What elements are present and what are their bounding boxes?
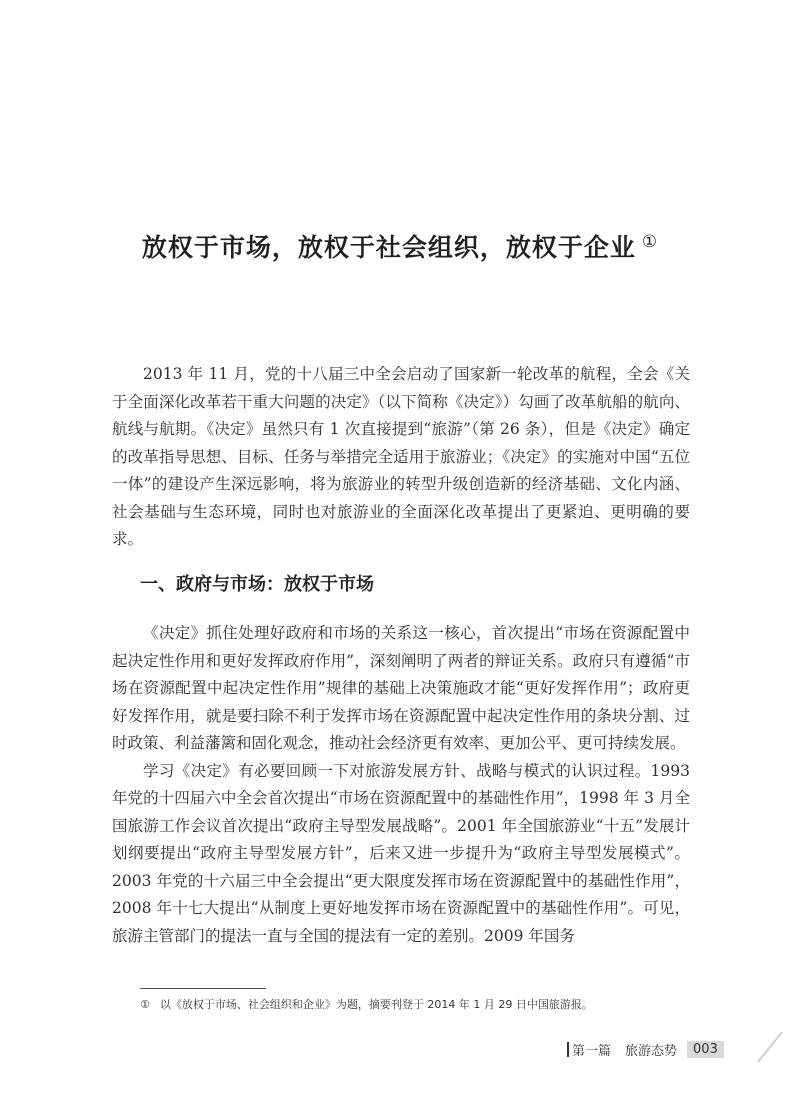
page-footer: [567, 1040, 724, 1059]
title-text: 放权于市场，放权于社会组织，放权于企业: [141, 233, 636, 262]
footnote-divider: [140, 988, 266, 989]
footnote: [140, 996, 700, 1012]
footer-slash-decoration-icon: [752, 1030, 792, 1064]
body-paragraph: 《决定》抓住处理好政府和市场的关系这一核心，首次提出“市场在资源配置中起决定性作用和更好发挥政府作用”，深刻阐明了两者的辩证关系。政府只有遵循“市场在资源配置中起决定性作用”规律的基础上决策施政才能“更好发挥作用”；政府更好发挥作用，就是要扫除不利于发挥市场在资源配置中起决定性作用的条块分割、过时政策、利益藩篱和固化观念，推动社会经济更有效率、更加公平、更可持续发展。: [112, 624, 690, 752]
footer-bar-icon: [567, 1042, 569, 1057]
footer-section: 旅游态势: [625, 1044, 678, 1059]
section-heading: 一、政府与市场：放权于市场: [140, 574, 374, 595]
title-footnote-mark: ①: [641, 231, 659, 252]
page-title: [0, 228, 800, 264]
footnote-mark: ①: [140, 998, 150, 1011]
intro-paragraph-block: [112, 361, 690, 554]
body-paragraph: 学习《决定》有必要回顾一下对旅游发展方针、战略与模式的认识过程。1993 年党的十四届六中全会首次提出“市场在资源配置中的基础性作用”，1998 年 3 月全国旅游工作会议首次提出“政府主导型发展战略”。2001 年全国旅游业“十五”发展计划纲要提出“政府主导型发展方针”，后来又进一步提升为“政府主导型发展模式”。2003 年党的十六届三中全会提出“更大限度发挥市场在资源配置中的基础性作用”，2008 年十七大提出“从制度上更好地发挥市场在资源配置中的基础性作用”。可见，旅游主管部门的提法一直与全国的提法有一定的差别。2009 年国务: [112, 761, 690, 945]
page-number: 003: [687, 1041, 724, 1058]
footer-chapter: 第一篇: [572, 1044, 612, 1059]
section-body: [112, 620, 690, 950]
footnote-text: 以《放权于市场、社会组织和企业》为题，摘要刊登于 2014 年 1 月 29 日中国旅游报。: [159, 998, 593, 1011]
intro-paragraph: 2013 年 11 月，党的十八届三中全会启动了国家新一轮改革的航程，全会《关于全面深化改革若干重大问题的决定》（以下简称《决定》）勾画了改革航船的航向、航线与航期。《决定》虽然只有 1 次直接提到“旅游”（第 26 条），但是《决定》确定的改革指导思想、目标、任务与举措完全适用于旅游业；《决定》的实施对中国“五位一体”的建设产生深远影响，将为旅游业的转型升级创造新的经济基础、文化内涵、社会基础与生态环境，同时也对旅游业的全面深化改革提出了更紧迫、更明确的要求。: [112, 365, 690, 548]
